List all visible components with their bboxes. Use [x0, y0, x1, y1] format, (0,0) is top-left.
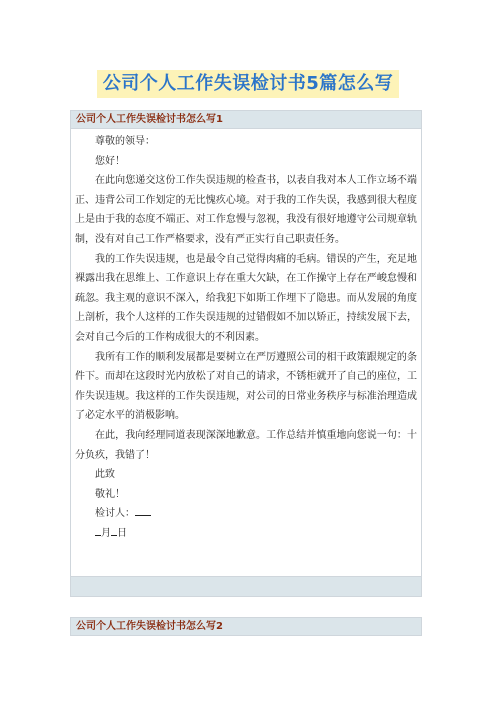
paragraph-2: 我的工作失误违规，也是最令自己觉得肉痛的毛病。错误的产生，充足地裸露出我在思维上、工作意识上存在重大欠缺，在工作操守上存在严峻怠慢和疏忽。我主观的意识不深入，给我犯下如斯工作埋下了隐患。而从发展的角度上剖析，我个人这样的工作失误违规的过错假如不加以矫正，持续发展下去，会对自己今后的工作构成很大的不利因素。 [75, 253, 417, 343]
closing-line-1: 此致 [95, 469, 115, 481]
section-2 [70, 617, 422, 636]
paragraph-3: 我所有工作的顺利发展都是要树立在严厉遵照公司的相干政策跟规定的条件下。而却在这段时光内放松了对自己的请求，不锈柜就开了自己的座位，工作失误违规。我这样的工作失误违规，对公司的日常业务秩序与标准治理造成了必定水平的消极影响。 [75, 351, 417, 422]
paragraph-1: 在此向您递交这份工作失误违规的检查书，以表自我对本人工作立场不端正、违背公司工作划定的无比愧疚心境。对于我的工作失误，我感到很大程度上是由于我的态度不端正、对工作怠慢与忽视，我没有很好地遵守公司规章轨制，没有对自己工作严格要求，没有严正实行自己职责任务。 [75, 175, 417, 245]
date-line [75, 524, 417, 544]
closing-line-2: 敬礼！ [95, 488, 125, 500]
paragraph-4: 在此，我向经理同道表现深深地歉意。工作总结并慎重地向您说一句：十分负疚，我错了！ [75, 429, 417, 461]
date-month: 月 [101, 527, 111, 539]
section-1-body [71, 129, 421, 543]
signer-blank [135, 505, 151, 516]
salutation: 尊敬的领导： [95, 136, 155, 147]
section-1 [70, 110, 422, 597]
page-title: 公司个人工作失误检讨书5篇怎么写 [97, 70, 400, 98]
greeting: 您好！ [95, 155, 125, 167]
title-wrap [0, 70, 496, 98]
section-1-heading: 公司个人工作失误检讨书怎么写1 [71, 111, 421, 129]
section-2-heading: 公司个人工作失误检讨书怎么写2 [71, 618, 421, 635]
section-1-footer-bar [71, 576, 421, 596]
date-day: 日 [117, 527, 127, 539]
signer-label: 检讨人： [95, 508, 135, 520]
signer-line [75, 504, 417, 524]
